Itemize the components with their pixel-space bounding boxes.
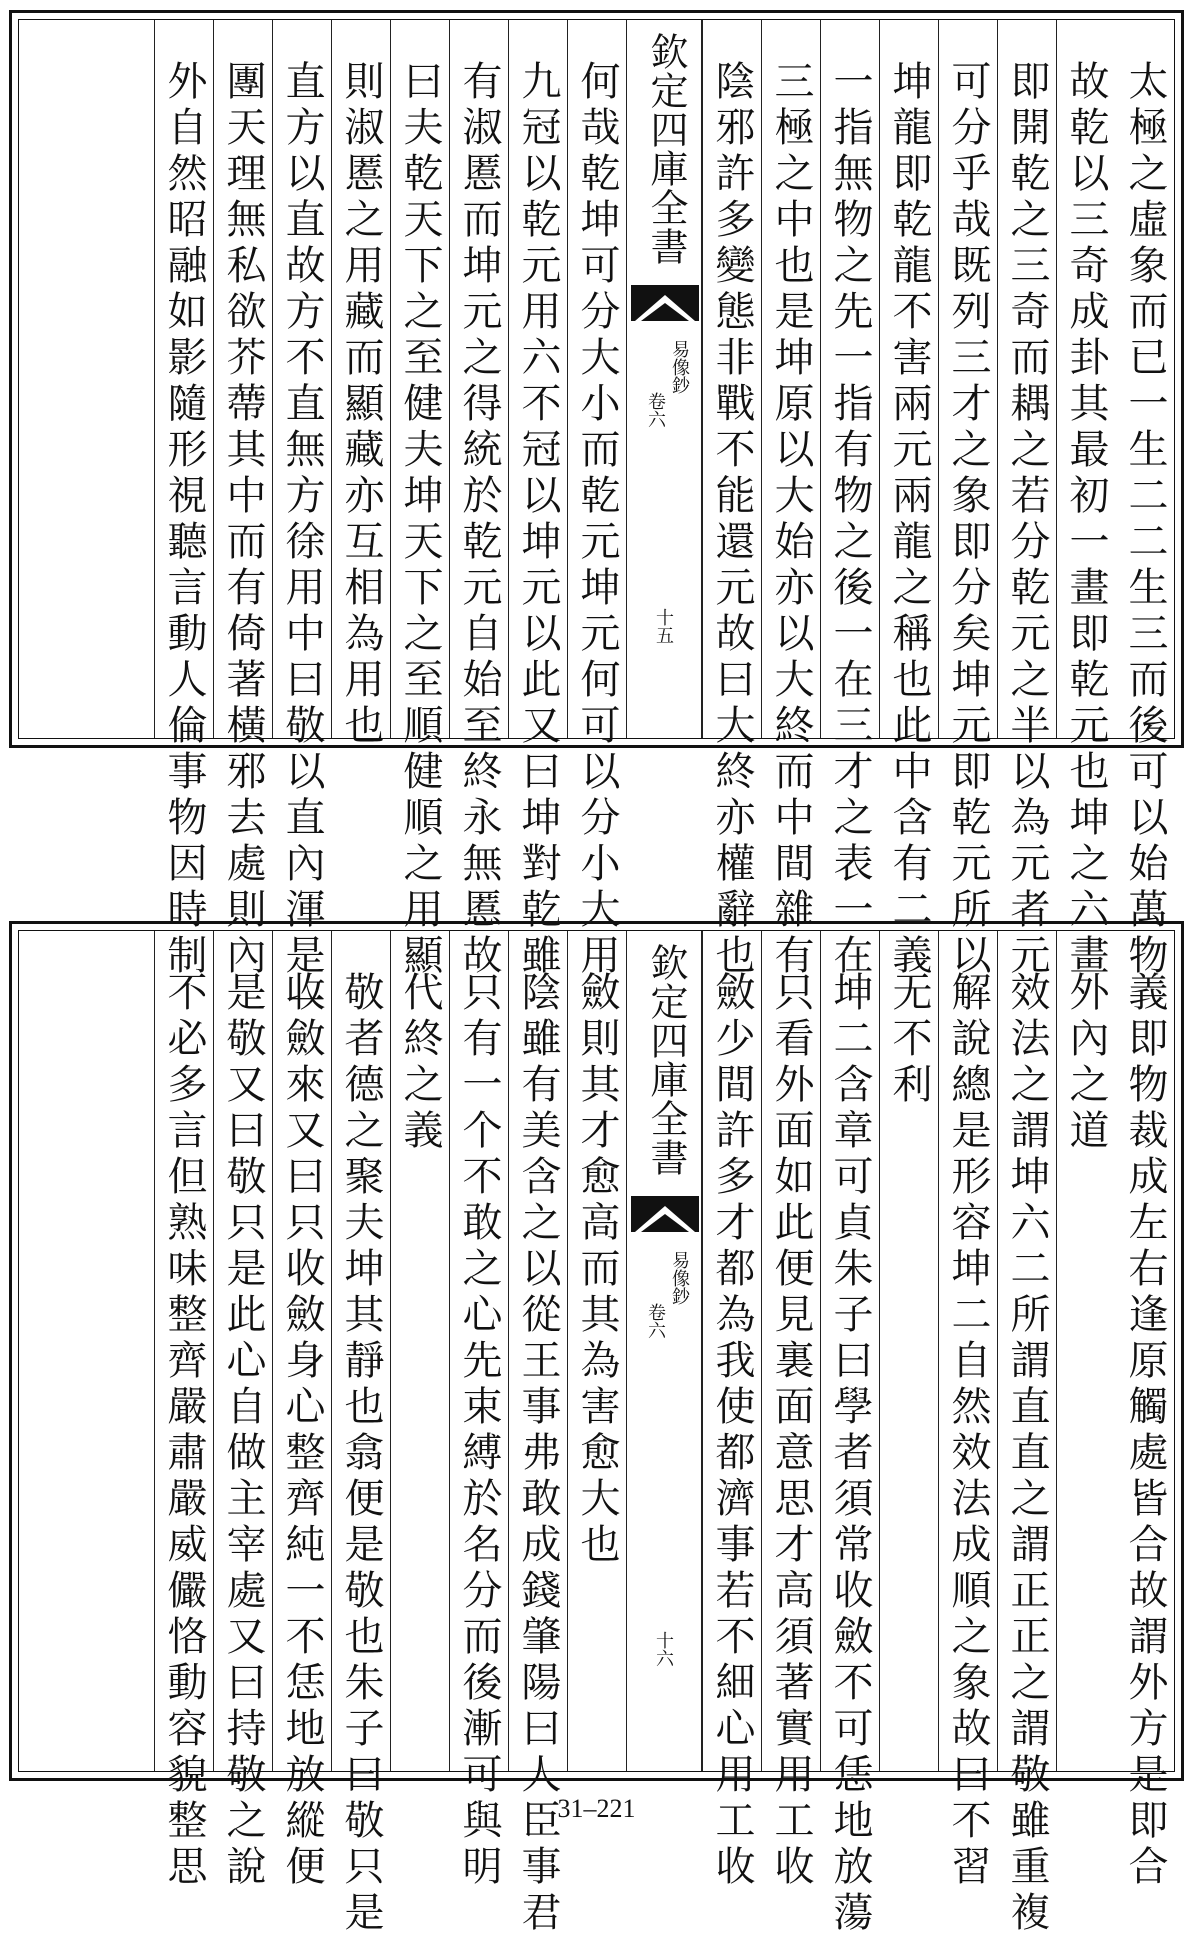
column-text: 曰夫乾天下之至健夫坤天下之至順健順之用顯 (397, 60, 443, 980)
text-column (449, 931, 508, 1891)
column-text: 解說總是形容坤二自然效法成順之象故曰不習 (945, 971, 991, 1891)
text-column (567, 20, 626, 980)
fish-tail-mark-icon (631, 1196, 699, 1232)
column-text: 只看外面如此便見裏面意思才高須著實用工收 (768, 971, 814, 1891)
text-column (449, 20, 508, 980)
text-column (761, 931, 820, 1891)
column-text: 陰邪許多變態非戰不能還元故曰大終亦權辭也 (709, 60, 755, 980)
text-column (1056, 931, 1115, 1771)
text-column (879, 931, 938, 1771)
text-column (702, 20, 761, 980)
text-column (390, 20, 449, 980)
column-text: 太極之虛象而已一生二二生三而後可以始萬物 (1122, 60, 1168, 980)
column-text: 義即物裁成左右逢原觸處皆合故謂外方是即合 (1122, 971, 1168, 1891)
center-fold (626, 20, 702, 738)
text-column (213, 931, 272, 1891)
column-text: 无不利 (886, 971, 932, 1109)
column-text: 九冠以乾元用六不冠以坤元以此又曰坤對乾雖 (515, 60, 561, 980)
column-text: 團天理無私欲芥蔕其中而有倚著橫邪去處則內 (220, 60, 266, 980)
column-text: 坤龍即乾龍不害兩元兩龍之稱也此中含有二義 (886, 60, 932, 980)
text-column (938, 20, 997, 980)
volume-label: 卷六 (645, 1303, 666, 1339)
text-column (213, 20, 272, 980)
column-text: 直方以直故方不直無方徐用中曰敬以直內渾是一 (279, 60, 325, 1026)
book-title: 欽定四庫全書 (644, 32, 688, 266)
page-footer-number: 31–221 (557, 1794, 636, 1823)
column-text: 即開乾之三奇而耦之若分乾元之半以為元者元 (1004, 60, 1050, 980)
column-text: 外自然昭融如影隨形視聽言動人倫事物因時制 (161, 60, 207, 980)
column-text: 斂則其才愈高而其為害愈大也 (574, 971, 620, 1569)
column-text: 效法之謂坤六二所謂直直之謂正正之謂敬雖重複 (1004, 971, 1050, 1937)
text-column (1115, 931, 1174, 1891)
fish-tail-mark-icon (631, 285, 699, 321)
text-column (702, 931, 761, 1891)
text-column (508, 20, 567, 980)
book-name: 易像鈔 (669, 340, 690, 394)
text-column (761, 20, 820, 980)
text-column (997, 20, 1056, 980)
page-number: 十五 (653, 608, 674, 644)
text-column (820, 931, 879, 1937)
text-column (938, 931, 997, 1891)
book-name: 易像鈔 (669, 1251, 690, 1305)
text-column (331, 20, 390, 750)
top-page (9, 10, 1184, 1026)
center-fold (626, 931, 702, 1771)
text-column (508, 931, 567, 1937)
column-text: 斂少間許多才都為我使都濟事若不細心用工收 (709, 971, 755, 1891)
column-text: 外內之道 (1063, 971, 1109, 1155)
column-text: 可分乎哉既列三才之象即分矣坤元即乾元所以 (945, 60, 991, 980)
column-text: 一指無物之先一指有物之後一在三才之表一在 (827, 60, 873, 980)
text-column (331, 931, 390, 1937)
text-column (567, 931, 626, 1771)
text-column (879, 20, 938, 980)
column-text: 只有一个不敢之心先束縛於名分而後漸可與明 (456, 971, 502, 1891)
text-column (390, 931, 449, 1771)
page-number: 十六 (653, 1631, 674, 1667)
text-column (272, 931, 331, 1891)
text-column (154, 931, 213, 1891)
text-column (272, 20, 331, 1026)
text-column (997, 931, 1056, 1937)
text-column (154, 20, 213, 980)
text-column (1056, 20, 1115, 980)
column-text: 是敬又曰敬只是此心自做主宰處又曰持敬之說 (220, 971, 266, 1891)
text-column (820, 20, 879, 980)
column-text: 三極之中也是坤原以大始亦以大終而中間雜有 (768, 60, 814, 980)
column-text: 不必多言但熟味整齊嚴肅嚴威儼恪動容貌整思 (161, 971, 207, 1891)
column-text: 敬者德之聚夫坤其靜也翕便是敬也朱子曰敬只是 (338, 971, 384, 1937)
column-text: 坤二含章可貞朱子曰學者須常收斂不可恁地放蕩 (827, 971, 873, 1937)
column-text: 陰雖有美含之以從王事弗敢成錢肇陽曰人臣事君 (515, 971, 561, 1937)
column-text: 則淑慝之用藏而顯藏亦互相為用也 (338, 60, 384, 750)
column-text: 有淑慝而坤元之得統於乾元自始至終永無慝故 (456, 60, 502, 980)
volume-label: 卷六 (645, 392, 666, 428)
column-text: 代終之義 (397, 971, 443, 1155)
column-text: 收斂來又曰只收斂身心整齊純一不恁地放縱便 (279, 971, 325, 1891)
column-text: 何哉乾坤可分大小而乾元坤元何可以分小大用 (574, 60, 620, 980)
book-title: 欽定四庫全書 (644, 943, 688, 1177)
text-column (1115, 20, 1174, 980)
top-page-frame (18, 19, 1175, 1026)
column-text: 故乾以三奇成卦其最初一畫即乾元也坤之六畫 (1063, 60, 1109, 980)
